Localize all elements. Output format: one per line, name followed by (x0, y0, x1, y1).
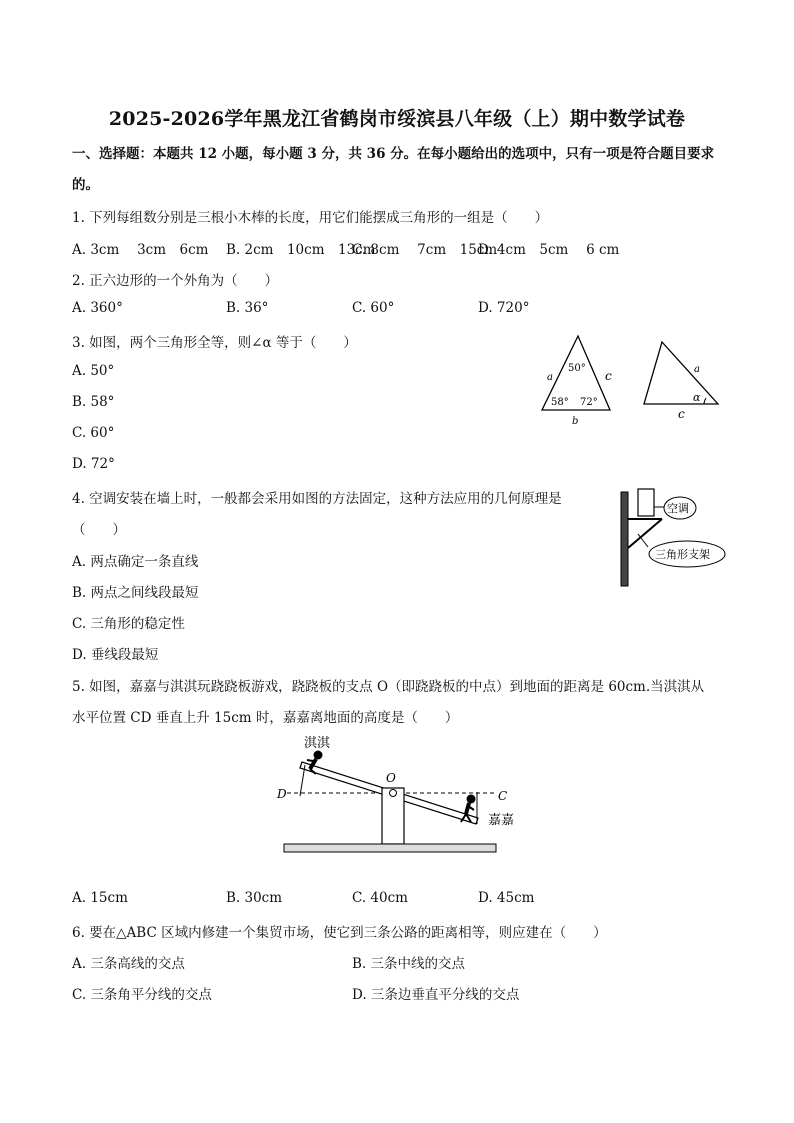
q3-angle-bottom-left: 58° (551, 397, 569, 408)
q4-option-d: D. 垂线段最短 (72, 647, 159, 663)
question-1-stem: 1. 下列每组数分别是三根小木棒的长度，用它们能摆成三角形的一组是（ ） (72, 210, 549, 226)
section-header-line1: 一、选择题：本题共 12 小题，每小题 3 分，共 36 分。在每小题给出的选项中，只有一项是符合题目要求 (72, 146, 715, 162)
q6-option-a: A. 三条高线的交点 (72, 956, 185, 972)
q5-seesaw-figure (272, 730, 515, 858)
q6-option-b: B. 三条中线的交点 (352, 956, 466, 972)
q4-option-b: B. 两点之间线段最短 (72, 585, 199, 601)
q5-pivot (390, 790, 397, 797)
q1-option-a: A. 3cm 3cm 6cm (72, 242, 209, 258)
q5-label-jiajia: 嘉嘉 (488, 813, 515, 828)
q5-ground (284, 844, 496, 852)
q5-label-qiqi: 淇淇 (304, 736, 331, 751)
exam-title: 2025-2026学年黑龙江省鹤岗市绥滨县八年级（上）期中数学试卷 (108, 108, 686, 130)
q4-wall (621, 492, 628, 586)
q3-alpha-arc (704, 398, 706, 404)
q3-option-c: C. 60° (72, 425, 115, 441)
q3-side-c: c (605, 369, 612, 383)
q4-option-a: A. 两点确定一条直线 (72, 554, 199, 570)
q3-side-b: b (572, 416, 579, 427)
q4-ac-bracket-figure (614, 484, 730, 588)
q3-triangles-figure (530, 332, 730, 432)
q2-option-d: D. 720° (478, 300, 530, 316)
q3-option-d: D. 72° (72, 456, 115, 472)
q4-bracket-label: 三角形支架 (655, 548, 710, 561)
section-header-line2: 的。 (72, 177, 99, 193)
q3-t2-side-a: a (694, 364, 700, 375)
q1-option-c: C. 8cm 7cm 15cm (352, 242, 498, 258)
q6-option-c: C. 三条角平分线的交点 (72, 987, 212, 1003)
q5-ruler-left (300, 765, 305, 796)
question-6-stem: 6. 要在△ABC 区域内修建一个集贸市场，使它到三条公路的距离相等，则应建在（ ） (72, 925, 607, 941)
q5-label-d: D (277, 787, 287, 801)
q5-option-c: C. 40cm (352, 890, 408, 906)
section-header-cont (72, 170, 99, 200)
question-5-stem-line2: 水平位置 CD 垂直上升 15cm 时，嘉嘉离地面的高度是（ ） (72, 710, 459, 726)
q5-label-c: C (498, 789, 508, 803)
question-5-stem-line1: 5. 如图，嘉嘉与淇淇玩跷跷板游戏，跷跷板的支点 O（即跷跷板的中点）到地面的距离是 60cm.当淇淇从 (72, 679, 705, 695)
question-4-stem-line2: （ ） (72, 522, 126, 538)
q5-option-d: D. 45cm (478, 890, 535, 906)
q3-side-a: a (547, 372, 553, 383)
q5-option-a: A. 15cm (72, 890, 128, 906)
q5-label-o: O (386, 771, 396, 785)
question-3-stem: 3. 如图，两个三角形全等，则∠α 等于（ ） (72, 335, 357, 351)
q2-option-c: C. 60° (352, 300, 395, 316)
q3-t2-side-c: c (678, 407, 685, 421)
q2-option-a: A. 360° (72, 300, 123, 316)
q3-triangle-2 (644, 342, 718, 404)
question-4-stem-line1: 4. 空调安装在墙上时，一般都会采用如图的方法固定，这种方法应用的几何原理是 (72, 491, 562, 507)
q4-air-conditioner (638, 489, 654, 516)
q2-option-b: B. 36° (226, 300, 269, 316)
q4-option-c: C. 三角形的稳定性 (72, 616, 185, 632)
section-header (72, 139, 714, 169)
q3-angle-top: 50° (568, 363, 586, 374)
q3-option-b: B. 58° (72, 394, 115, 410)
question-2-stem: 2. 正六边形的一个外角为（ ） (72, 273, 279, 289)
q1-option-b: B. 2cm 10cm 13cm (226, 242, 376, 258)
q3-t2-alpha: α (693, 391, 701, 404)
q4-ac-label: 空调 (667, 502, 689, 515)
q1-option-d: D. 4cm 5cm 6 cm (478, 242, 620, 258)
q3-option-a: A. 50° (72, 363, 115, 379)
q6-option-d: D. 三条边垂直平分线的交点 (352, 987, 520, 1003)
q5-option-b: B. 30cm (226, 890, 283, 906)
q3-angle-bottom-right: 72° (580, 397, 598, 408)
